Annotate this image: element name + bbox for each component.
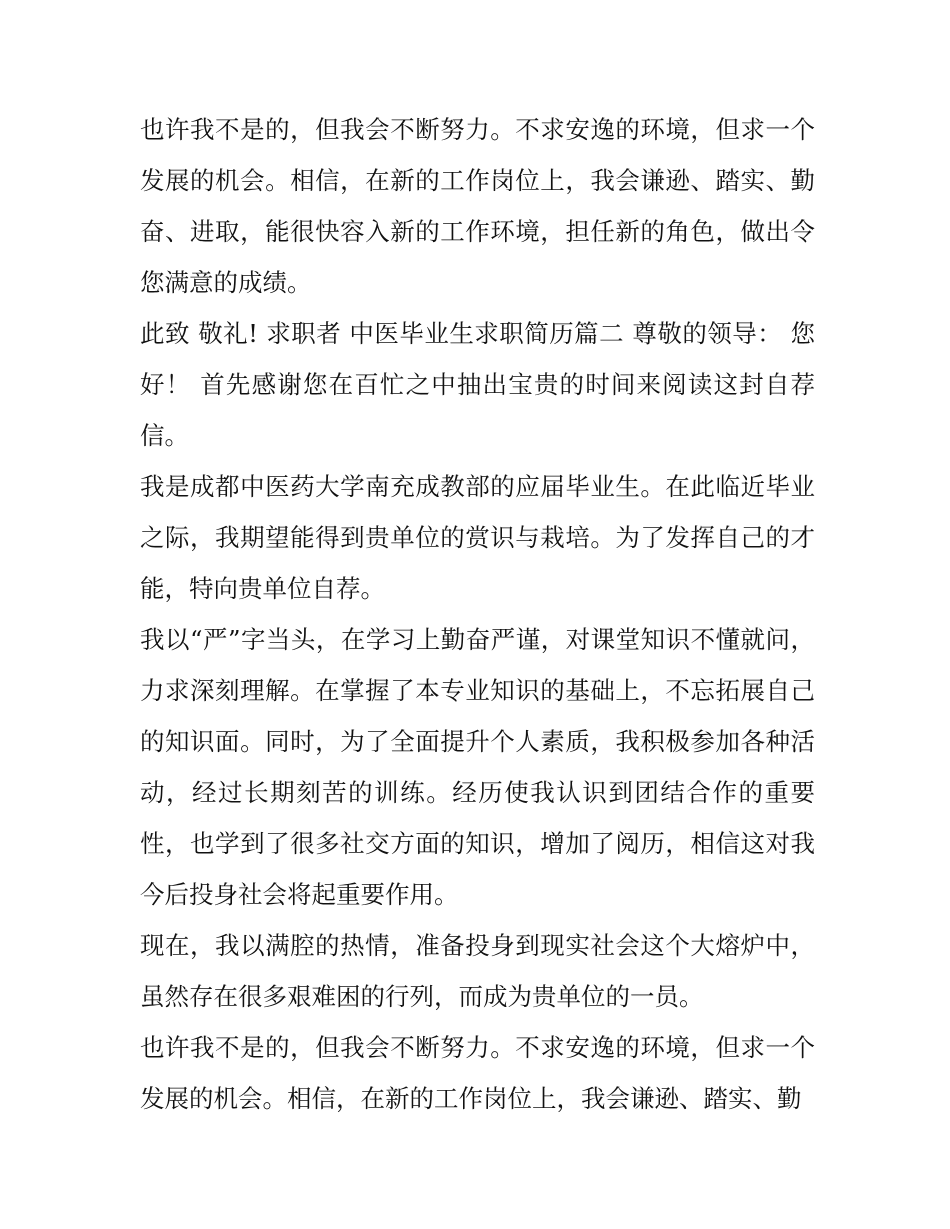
paragraph: 我是成都中医药大学南充成教部的应届毕业生。在此临近毕业之际，我期望能得到贵单位的赏识与栽培。为了发挥自己的才能，特向贵单位自荐。 — [140, 472, 815, 603]
document-body — [140, 104, 815, 1124]
paragraph: 现在，我以满腔的热情，准备投身到现实社会这个大熔炉中，虽然存在很多艰难困的行列，而成为贵单位的一员。 — [140, 931, 815, 1011]
paragraph: 也许我不是的，但我会不断努力。不求安逸的环境，但求一个发展的机会。相信，在新的工作岗位上，我会谦逊、踏实、勤 — [140, 1033, 815, 1113]
paragraph: 我以“严”字当头，在学习上勤奋严谨，对课堂知识不懂就问，力求深刻理解。在掌握了本专业知识的基础上，不忘拓展自己的知识面。同时，为了全面提升个人素质，我积极参加各种活动，经过长期刻苦的训练。经历使我认识到团结合作的重要性，也学到了很多社交方面的知识，增加了阅历，相信这对我今后投身社会将起重要作用。 — [140, 625, 815, 909]
paragraph: 也许我不是的，但我会不断努力。不求安逸的环境，但求一个发展的机会。相信，在新的工作岗位上，我会谦逊、踏实、勤奋、进取，能很快容入新的工作环境，担任新的角色，做出令您满意的成绩。 — [140, 115, 815, 297]
paragraph: 此致 敬礼! 求职者 中医毕业生求职简历篇二 尊敬的领导： 您好！ 首先感谢您在百忙之中抽出宝贵的时间来阅读这封自荐信。 — [140, 319, 815, 450]
